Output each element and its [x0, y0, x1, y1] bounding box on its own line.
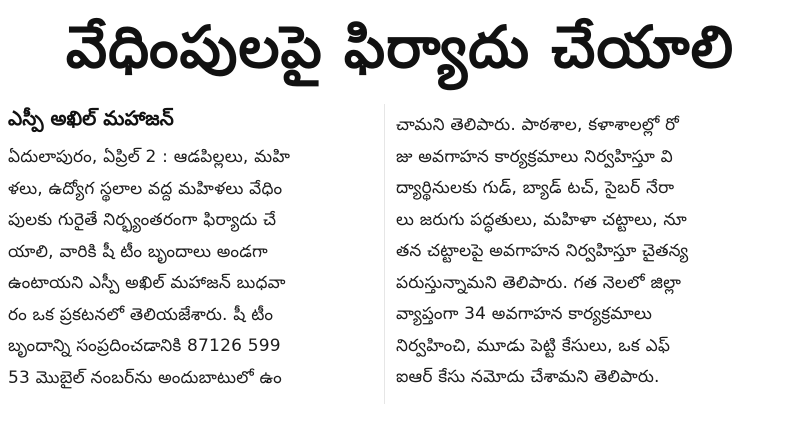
text-line: ళలు, ఉద్యోగ స్థలాల వద్ద మహిళలు వేధిం: [8, 178, 283, 199]
text-line: 53 మొబైల్ నంబర్‌ను అందుబాటులో ఉం: [8, 367, 282, 388]
text-line: తన చట్టాలపై అవగాహన నిర్వహిస్తూ చైతన్య: [396, 241, 689, 261]
column-gutter: [384, 104, 385, 404]
right-column: [396, 110, 766, 394]
text-line: చామని తెలిపారు. పాఠశాల, కళాశాలల్లో రో: [396, 115, 680, 135]
article-byline: ఎస్పీ అఖిల్ మహాజన్: [8, 106, 174, 130]
text-line: లు జరుగు పద్ధతులు, మహిళా చట్టాలు, నూ: [396, 209, 687, 230]
article-headline: వేధింపులపై ఫిర్యాదు చేయాలి: [65, 13, 735, 81]
text-line: ద్యార్థినులకు గుడ్, బ్యాడ్ టచ్, సైబర్ నేరా: [396, 178, 675, 198]
text-line: యాలి, వారికి షీ టీం బృందాలు అండగా: [8, 241, 268, 262]
text-line: ఐఆర్ కేసు నమోదు చేశామని తెలిపారు.: [396, 367, 660, 387]
text-line: వ్యాప్తంగా 34 అవగాహన కార్యక్రమాలు: [396, 304, 653, 324]
text-line: బృందాన్ని సంప్రదించడానికి 87126 599: [8, 336, 281, 356]
text-line: ఉంటాయని ఎస్పీ అఖిల్ మహాజన్ బుధవా: [8, 273, 286, 293]
text-line: ఏదులాపురం, ఏప్రిల్ 2 : ఆడపిల్లలు, మహి: [8, 147, 291, 167]
left-column: [8, 142, 374, 394]
text-line: పులకు గురైతే నిర్భ్యంతరంగా ఫిర్యాదు చే: [8, 210, 277, 230]
text-line: జు అవగాహన కార్యక్రమాలు నిర్వహిస్తూ వి: [396, 146, 673, 167]
text-line: రం ఒక ప్రకటనలో తెలియజేశారు. షీ టీం: [8, 304, 274, 325]
text-line: నిర్వహించి, మూడు పెట్టి కేసులు, ఒక ఎఫ్: [396, 335, 671, 356]
text-line: పరుస్తున్నామని తెలిపారు. గత నెలలో జిల్లా: [396, 272, 682, 293]
